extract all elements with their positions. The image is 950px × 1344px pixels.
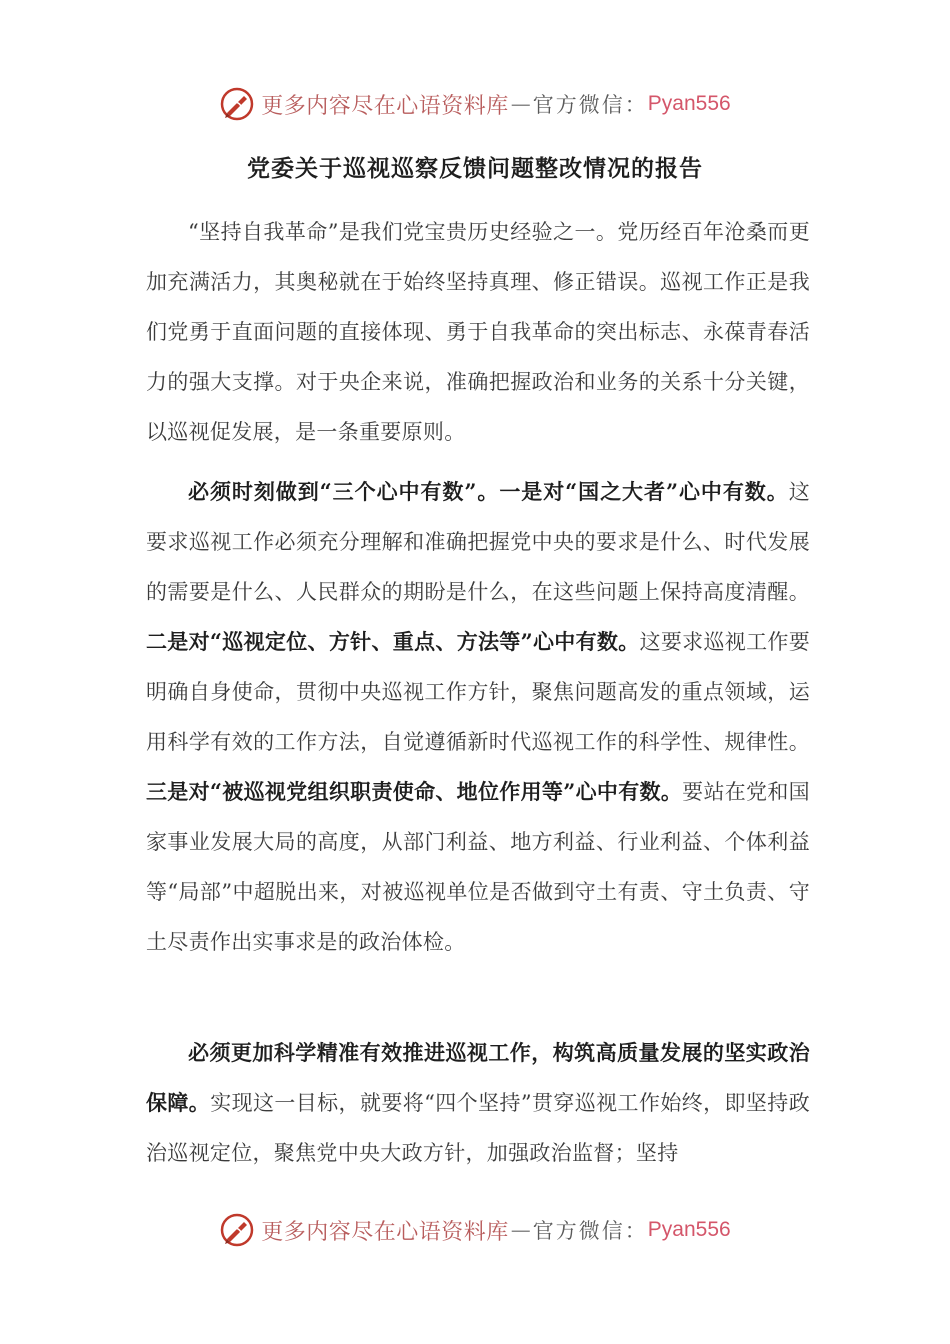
paragraph-3-text-1: 实现这一目标，就要将“四个坚持”贯穿巡视工作始终，即坚持政治巡视定位，聚焦党中央大政方针，加强政治监督；坚持 xyxy=(146,1091,810,1165)
paragraph-2-bold-2: 二是对“巡视定位、方针、重点、方法等”心中有数。 xyxy=(146,629,640,654)
paragraph-1 xyxy=(146,207,810,457)
paragraph-3 xyxy=(146,1028,810,1178)
paragraph-2 xyxy=(146,467,810,967)
banner-dash: — xyxy=(510,92,531,116)
paragraph-1-text: “坚持自我革命”是我们党宝贵历史经验之一。党历经百年沧桑而更加充满活力，其奥秘就在于始终坚持真理、修正错误。巡视工作正是我们党勇于直面问题的直接体现、勇于自我革命的突出标志、永葆青春活力的强大支撑。对于央企来说，准确把握政治和业务的关系十分关键，以巡视促发展，是一条重要原则。 xyxy=(146,220,810,444)
banner-dash: — xyxy=(510,1218,531,1242)
pen-logo-icon xyxy=(219,1212,255,1248)
banner-brand-text: 更多内容尽在心语资料库 xyxy=(261,1219,509,1245)
banner-wechat-id: Pyan556 xyxy=(647,1218,731,1241)
banner-wechat-id: Pyan556 xyxy=(647,92,731,115)
pen-logo-icon xyxy=(219,86,255,122)
paragraph-2-bold-1: 必须时刻做到“三个心中有数”。一是对“国之大者”心中有数。 xyxy=(188,479,789,504)
paragraph-2-text-1: 这要求巡视工作必须充分理解和准确把握党中央的要求是什么、时代发展的需要是什么、人民群众的期盼是什么，在这些问题上保持高度清醒。 xyxy=(146,480,810,604)
footer-banner xyxy=(0,1210,950,1250)
header-banner xyxy=(0,84,950,124)
document-title: 党委关于巡视巡察反馈问题整改情况的报告 xyxy=(247,155,703,182)
banner-wechat-label: 官方微信： xyxy=(532,1219,648,1243)
paragraph-3-bold-1: 必须更加科学精准有效推进巡视工作，构筑高质量发展的坚实政治保障。 xyxy=(146,1040,810,1115)
paragraph-2-text-3: 要站在党和国家事业发展大局的高度，从部门利益、地方利益、行业利益、个体利益等“局部”中超脱出来，对被巡视单位是否做到守土有责、守土负责、守土尽责作出实事求是的政治体检。 xyxy=(146,780,810,954)
banner-wechat-label: 官方微信： xyxy=(532,93,648,117)
paragraph-2-bold-3: 三是对“被巡视党组织职责使命、地位作用等”心中有数。 xyxy=(146,779,683,804)
paragraph-2-text-2: 这要求巡视工作要明确自身使命，贯彻中央巡视工作方针，聚焦问题高发的重点领域，运用科学有效的工作方法，自觉遵循新时代巡视工作的科学性、规律性。 xyxy=(146,630,810,754)
banner-brand-text: 更多内容尽在心语资料库 xyxy=(261,93,509,119)
